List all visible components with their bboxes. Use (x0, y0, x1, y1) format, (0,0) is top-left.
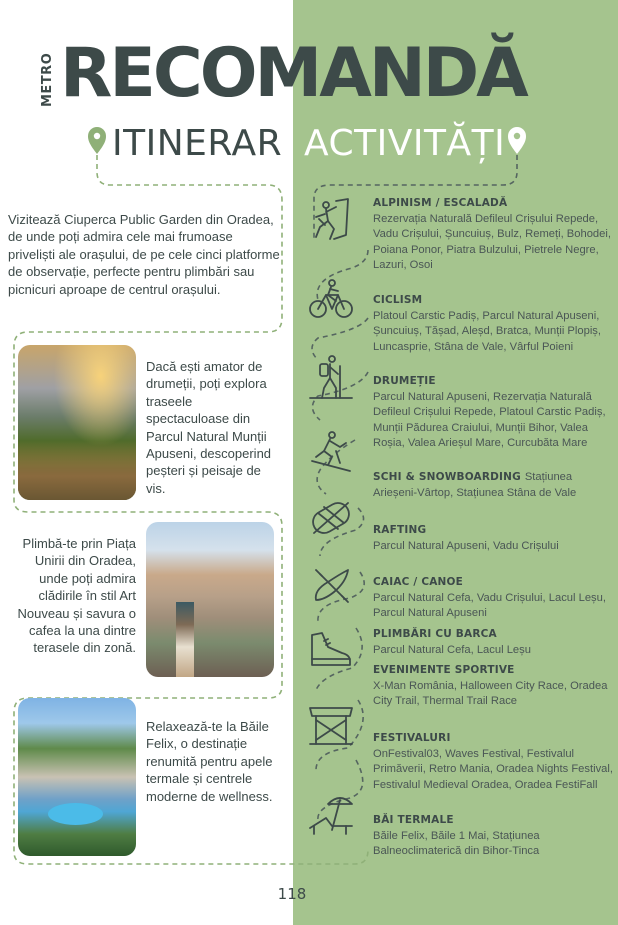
skiing-icon (306, 427, 356, 477)
activity-title: CAIAC / CANOE (373, 576, 464, 588)
raft-icon (306, 493, 356, 543)
activity-description: Parcul Natural Cefa, Lacul Leșu (373, 643, 531, 656)
activity-description: Parcul Natural Cefa, Vadu Crișului, Lacul Leșu, Parcul Natural Apuseni (373, 591, 606, 620)
activity-description: Băile Felix, Băile 1 Mai, Stațiunea Balneoclimaterică din Bihor-Tinca (373, 829, 540, 858)
activity-schi (373, 470, 613, 501)
activity-title: PLIMBĂRI CU BARCA (373, 628, 497, 640)
activity-evenimente (373, 663, 613, 710)
page-number: 118 (277, 885, 307, 903)
activity-description: Rezervația Naturală Defileul Crișului Repede, Vadu Crișului, Șuncuiuș, Bulz, Remeți, Bohodei, Poiana Ponor, Piatra Bulzului, Pietrele Negre, Lazuri, Osoi (373, 212, 611, 272)
activity-description: Parcul Natural Apuseni, Rezervația Naturală Defileul Crișului Repede, Platoul Carstic Padiș, Munții Pădurea Craiului, Munții Bihor, Valea Roșia, Valea Arieșul Mare, Curcubăta Mare (373, 390, 606, 450)
cycling-icon (306, 275, 356, 325)
activity-barca (373, 627, 613, 658)
activity-title: FESTIVALURI (373, 732, 451, 744)
festival-stage-icon (306, 700, 356, 750)
intro-paragraph: Vizitează Ciuperca Public Garden din Oradea, de unde poți admira cele mai frumoase priveliști ale orașului, de pe cele cinci platforme de observație, perfecte pentru plimbări sau picnicuri aproape de centrul orașului. (8, 212, 280, 297)
activity-alpinism (373, 196, 613, 274)
activity-title: EVENIMENTE SPORTIVE (373, 664, 515, 676)
itinerary-felix-text: Relaxează-te la Băile Felix, o destinație renumită pentru apele termale și centrele moderne de wellness. (146, 719, 273, 804)
activity-ciclism (373, 293, 613, 355)
activity-description: OnFestival03, Waves Festival, Festivalul Primăverii, Retro Mania, Oradea Nights Festival, Festivalul Medieval Oradea, Oradea FestiFall (373, 747, 613, 791)
climbing-icon (306, 195, 356, 245)
itinerary-hiking-text: Dacă ești amator de drumeții, poți explora traseele spectaculoase din Parcul Natural Munții Apuseni, descoperind peșteri și peisaje de vis. (146, 359, 272, 496)
activity-title: RAFTING (373, 524, 427, 536)
hiking-icon (306, 352, 356, 402)
activity-description: Stațiunea Arieșeni-Vârtop, Stațiunea Stâna de Vale (373, 471, 577, 499)
activity-description: Parcul Natural Apuseni, Vadu Crișului (373, 539, 559, 552)
pin-left-icon (88, 127, 106, 154)
activity-festivaluri (373, 731, 613, 793)
activity-rafting (373, 523, 613, 554)
city-square-photo (146, 522, 274, 677)
page-title: RECOMANDĂ (60, 34, 526, 113)
activity-title: CICLISM (373, 294, 423, 306)
activity-title: BĂI TERMALE (373, 814, 454, 826)
mountains-photo (18, 345, 136, 500)
spa-resort-photo (18, 698, 136, 856)
activity-caiac (373, 575, 613, 622)
sunbed-icon (306, 790, 356, 840)
activity-bai-termale (373, 813, 613, 860)
activity-description: X-Man România, Halloween City Race, Oradea City Trail, Thermal Trail Race (373, 679, 608, 708)
brand-metro: METRO (40, 52, 55, 108)
kayak-icon (306, 560, 356, 610)
activity-description: Platoul Carstic Padiș, Parcul Natural Apuseni, Șuncuiuș, Tășad, Aleșd, Bratca, Munții Plopiș, Luncasprie, Stâna de Vale, Vârful Poieni (373, 309, 602, 353)
subtitle-itinerar: ITINERAR (112, 123, 283, 164)
activity-title: SCHI & SNOWBOARDING (373, 471, 525, 483)
activity-title: DRUMEȚIE (373, 375, 436, 387)
activity-drumetie (373, 374, 613, 452)
running-shoe-icon (306, 623, 356, 673)
subtitle-activitati: ACTIVITĂȚI (304, 123, 506, 164)
activity-title: ALPINISM / ESCALADĂ (373, 197, 508, 209)
itinerary-unirii-text: Plimbă-te prin Piața Unirii din Oradea, unde poți admira clădirile în stil Art Nouveau și savura o cafea la una dintre terasele din zonă. (17, 536, 136, 656)
